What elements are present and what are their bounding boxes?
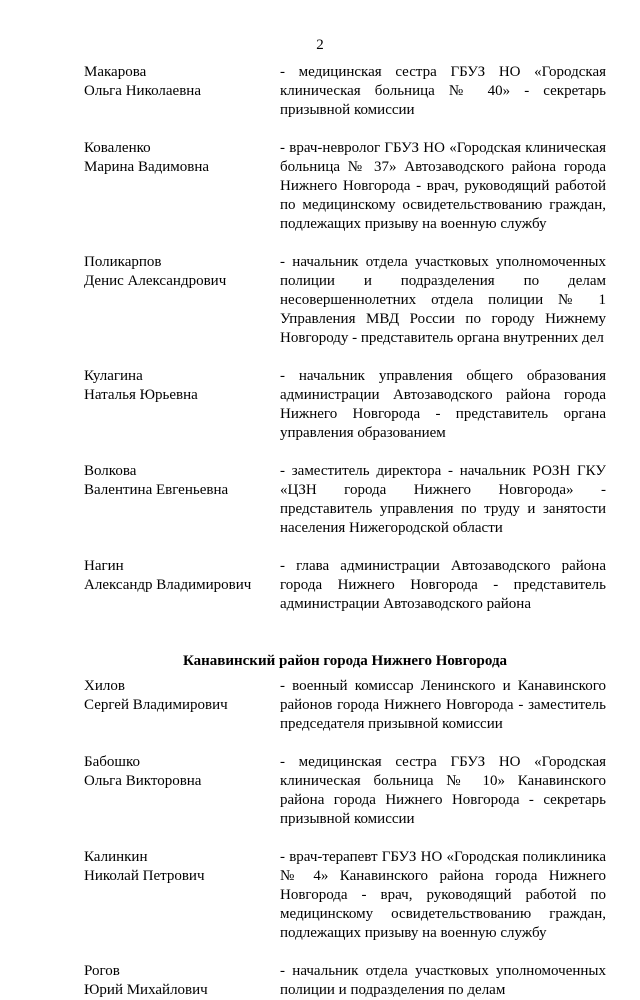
- member-role: - медицинская сестра ГБУЗ НО «Городская клиническая больница № 10» Канавинского района города Нижнего Новгорода - секретарь призывной комиссии: [280, 754, 606, 827]
- member-entry: [84, 63, 606, 120]
- member-name: [84, 63, 274, 101]
- member-entry: [84, 677, 606, 734]
- member-surname: Бабошко: [84, 754, 140, 770]
- member-name: [84, 962, 274, 1000]
- member-name: [84, 462, 274, 500]
- member-role: - врач-терапевт ГБУЗ НО «Городская поликлиника № 4» Канавинского района города Нижнего Новгорода - врач, руководящий работой по медицинскому освидетельствованию граждан, подлежащих призыву на военную службу: [280, 849, 606, 941]
- member-entry: [84, 139, 606, 234]
- member-given-names: Денис Александрович: [84, 273, 227, 289]
- member-name: [84, 677, 274, 715]
- member-name: [84, 753, 274, 791]
- member-given-names: Марина Вадимовна: [84, 159, 210, 175]
- member-given-names: Ольга Николаевна: [84, 83, 201, 99]
- member-role: - врач-невролог ГБУЗ НО «Городская клиническая больница № 37» Автозаводского района города Нижнего Новгорода - врач, руководящий работой по медицинскому освидетельствованию граждан, подлежащих призыву на военную службу: [280, 140, 606, 232]
- member-role: - начальник управления общего образования администрации Автозаводского района города Нижнего Новгорода - представитель органа управления образованием: [280, 368, 606, 441]
- member-role: - медицинская сестра ГБУЗ НО «Городская клиническая больница № 40» - секретарь призывной комиссии: [280, 64, 606, 118]
- member-given-names: Сергей Владимирович: [84, 697, 228, 713]
- member-given-names: Александр Владимирович: [84, 577, 252, 593]
- member-entry: [84, 557, 606, 614]
- member-surname: Поликарпов: [84, 254, 162, 270]
- page-number: 2: [316, 37, 324, 53]
- member-entry: [84, 962, 606, 1000]
- section-heading: Канавинский район города Нижнего Новгорода: [182, 653, 508, 669]
- member-given-names: Юрий Михайлович: [84, 982, 208, 998]
- member-name: [84, 253, 274, 291]
- member-surname: Рогов: [84, 963, 120, 979]
- member-entry: [84, 848, 606, 943]
- member-name: [84, 848, 274, 886]
- member-role: - военный комиссар Ленинского и Канавинского районов города Нижнего Новгорода - заместитель председателя призывной комиссии: [280, 678, 606, 732]
- member-given-names: Ольга Викторовна: [84, 773, 202, 789]
- member-entry: [84, 367, 606, 443]
- member-surname: Хилов: [84, 678, 125, 694]
- member-surname: Волкова: [84, 463, 137, 479]
- member-role: - начальник отдела участковых уполномоченных полиции и подразделения по делам несовершеннолетних отдела полиции № 1 Управления МВД России по городу Нижнему Новгороду - представитель органа внутренних дел: [280, 254, 606, 346]
- member-surname: Макарова: [84, 64, 147, 80]
- member-entry: [84, 462, 606, 538]
- member-given-names: Николай Петрович: [84, 868, 205, 884]
- member-entry: [84, 253, 606, 348]
- member-surname: Коваленко: [84, 140, 151, 156]
- member-role: - начальник отдела участковых уполномоченных полиции и подразделения по делам: [280, 963, 606, 998]
- members-list: [84, 63, 606, 1000]
- member-entry: [84, 753, 606, 829]
- member-name: [84, 367, 274, 405]
- member-surname: Калинкин: [84, 849, 148, 865]
- member-given-names: Валентина Евгеньевна: [84, 482, 229, 498]
- member-surname: Нагин: [84, 558, 124, 574]
- member-role: - глава администрации Автозаводского района города Нижнего Новгорода - представитель администрации Автозаводского района: [280, 558, 606, 612]
- member-given-names: Наталья Юрьевна: [84, 387, 198, 403]
- member-name: [84, 557, 274, 595]
- member-surname: Кулагина: [84, 368, 143, 384]
- member-role: - заместитель директора - начальник РОЗН ГКУ «ЦЗН города Нижнего Новгорода» - представитель управления по труду и занятости населения Нижегородской области: [280, 463, 606, 536]
- member-name: [84, 139, 274, 177]
